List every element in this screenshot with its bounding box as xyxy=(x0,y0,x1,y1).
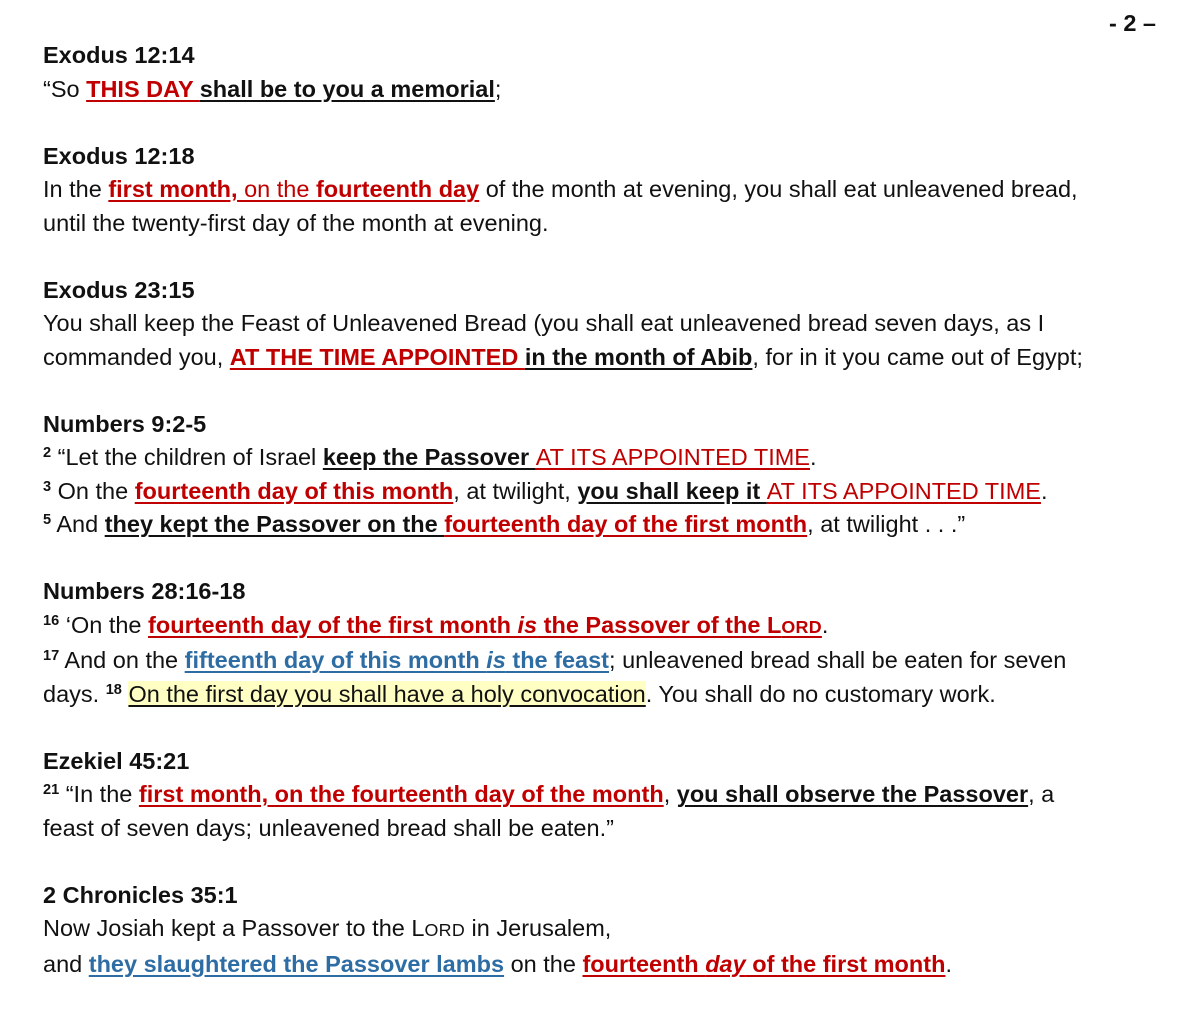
verse-number: 3 xyxy=(43,478,52,495)
emphasis-red-plain: AT ITS APPOINTED TIME xyxy=(766,477,1041,504)
verse-text: . xyxy=(1040,477,1048,504)
passage-reference: Exodus 12:18 xyxy=(43,142,195,169)
emphasis-red-italic: is xyxy=(517,611,538,638)
verse-text: , a xyxy=(1028,781,1055,807)
verse-line xyxy=(43,341,1183,375)
emphasis-red: THIS DAY xyxy=(86,75,200,102)
verse-text: feast of seven days; unleavened bread shall be eaten.” xyxy=(43,814,614,841)
verse-text: Now Josiah kept a Passover to the L xyxy=(43,915,425,941)
emphasis-black: you shall keep it xyxy=(577,477,767,504)
verse-line xyxy=(43,73,1183,107)
verse-line xyxy=(43,609,1183,645)
verse-line xyxy=(43,948,1183,982)
verse-text: , for in it you came out of Egypt; xyxy=(752,343,1083,370)
highlighted-text: On the first day you shall have a holy convocation xyxy=(128,680,646,707)
passage-reference: Exodus 23:15 xyxy=(43,276,195,303)
verse-text: in Jerusalem, xyxy=(465,915,612,941)
verse-number: 5 xyxy=(43,512,52,528)
verse-number: 2 xyxy=(43,445,52,461)
verse-line xyxy=(43,644,1183,678)
verse-number: 17 xyxy=(43,648,60,664)
passage-reference: Numbers 28:16-18 xyxy=(43,578,246,604)
verse-line xyxy=(43,307,1183,341)
emphasis-black: in the month of Abib xyxy=(524,343,753,370)
verse-line xyxy=(43,173,1183,207)
verse-text: And on the xyxy=(59,647,185,673)
passage-numbers-28-16-18 xyxy=(43,575,1183,711)
emphasis-red: fourteenth day of the first month xyxy=(444,511,808,537)
emphasis-red-plain: on the xyxy=(237,176,316,202)
emphasis-red: AT THE TIME APPOINTED xyxy=(229,343,525,370)
emphasis-black: you shall observe the Passover xyxy=(676,781,1029,807)
emphasis-red-italic: day xyxy=(705,950,746,977)
emphasis-blue: fifteenth day of this month xyxy=(184,647,487,673)
verse-text: . xyxy=(821,611,829,638)
passage-reference: 2 Chronicles 35:1 xyxy=(43,881,238,908)
verse-line xyxy=(43,912,1183,948)
verse-line xyxy=(43,207,1183,241)
verse-line xyxy=(43,812,1183,846)
emphasis-blue: they slaughtered the Passover lambs xyxy=(88,950,505,977)
verse-line xyxy=(43,441,1183,475)
verse-text: You shall keep the Feast of Unleavened Bread (you shall eat unleavened bread seven days, as I xyxy=(43,310,1045,336)
verse-text: “Let the children of Israel xyxy=(51,444,323,470)
verse-text: days. xyxy=(43,680,106,707)
emphasis-red-smallcaps: ORD xyxy=(781,616,822,637)
emphasis-red: fourteenth day of the first month xyxy=(148,611,518,638)
emphasis-blue: the feast xyxy=(505,647,610,673)
verse-text: In the xyxy=(43,176,109,202)
verse-text: . xyxy=(809,444,817,470)
smallcaps-text: ORD xyxy=(424,920,466,940)
emphasis-black: they kept the Passover on the xyxy=(104,511,445,537)
verse-text: on the xyxy=(504,950,583,977)
emphasis-black: keep the Passover xyxy=(322,444,536,470)
emphasis-red: fourteenth xyxy=(582,950,706,977)
passage-reference: Numbers 9:2-5 xyxy=(43,410,207,437)
emphasis-black: shall be to you a memorial xyxy=(199,75,495,102)
passage-2-chronicles-35-1 xyxy=(43,879,1183,982)
verse-text: “In the xyxy=(59,781,139,807)
passage-reference: Ezekiel 45:21 xyxy=(43,747,190,774)
passage-ezekiel-45-21 xyxy=(43,745,1183,846)
verse-number: 18 xyxy=(105,681,122,698)
verse-text: until the twenty-first day of the month at evening. xyxy=(43,209,549,236)
passage-exodus-12-18 xyxy=(43,140,1183,241)
verse-text: , at twilight, xyxy=(453,477,578,504)
verse-number: 21 xyxy=(43,782,60,798)
verse-text: . You shall do no customary work. xyxy=(645,680,996,707)
verse-text: ; unleavened bread shall be eaten for seven xyxy=(609,647,1067,673)
passage-exodus-12-14 xyxy=(43,39,1183,106)
emphasis-red: fourteenth day of this month xyxy=(134,477,454,504)
verse-text: commanded you, xyxy=(43,343,230,370)
scripture-list xyxy=(43,39,1183,1015)
verse-line xyxy=(43,678,1183,712)
verse-text: On the xyxy=(51,477,135,504)
passage-exodus-23-15 xyxy=(43,274,1183,375)
verse-line xyxy=(43,508,1183,542)
page-number: - 2 – xyxy=(1108,10,1156,36)
verse-number: 16 xyxy=(43,612,60,629)
passage-reference: Exodus 12:14 xyxy=(43,42,195,68)
emphasis-red: of the first month xyxy=(745,950,946,977)
verse-text: . xyxy=(945,950,952,977)
emphasis-red: fourteenth day xyxy=(315,176,480,202)
verse-text: , xyxy=(663,781,677,807)
verse-line xyxy=(43,475,1183,509)
emphasis-red: first month, on the fourteenth day of the month xyxy=(138,781,664,807)
verse-text: “So xyxy=(43,75,87,102)
verse-text: ‘On the xyxy=(59,611,149,638)
verse-text: , at twilight . . .” xyxy=(807,511,966,537)
verse-text: and xyxy=(43,950,89,977)
verse-text: And xyxy=(51,511,105,537)
emphasis-blue-italic: is xyxy=(486,647,506,673)
passage-numbers-9-2-5 xyxy=(43,408,1183,542)
verse-text: ; xyxy=(494,75,502,102)
emphasis-red: first month, xyxy=(108,176,238,202)
emphasis-red-plain: AT ITS APPOINTED TIME xyxy=(535,444,810,470)
verse-text: of the month at evening, you shall eat unleavened bread, xyxy=(479,176,1078,202)
emphasis-red: the Passover of the L xyxy=(537,611,782,638)
verse-line xyxy=(43,778,1183,812)
